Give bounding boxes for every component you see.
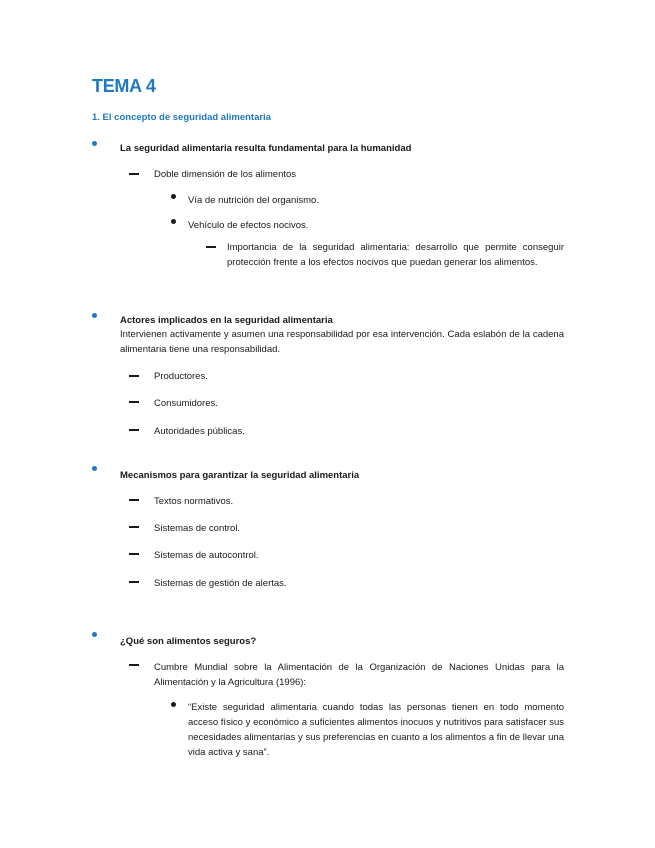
dash-icon	[129, 375, 139, 377]
list-item: Sistemas de gestión de alertas.	[154, 578, 287, 589]
s4-dash-item: Cumbre Mundial sobre la Alimentación de la Organización de Naciones Unidas para la Alimentación y la Agricultura (1996):	[154, 662, 564, 688]
dash-icon	[206, 246, 216, 248]
s1-sub-item: Vehículo de efectos nocivos.	[188, 220, 309, 231]
dot-icon	[171, 219, 176, 224]
dash-icon	[129, 553, 139, 555]
dash-icon	[129, 526, 139, 528]
list-item: Sistemas de autocontrol.	[154, 550, 259, 561]
dash-icon	[129, 664, 139, 666]
list-item: Productores.	[154, 371, 208, 382]
s1-sub-item: Vía de nutrición del organismo.	[188, 195, 319, 206]
section-4-heading: ¿Qué son alimentos seguros?	[120, 636, 257, 647]
s1-dash-item: Doble dimensión de los alimentos	[154, 169, 297, 180]
section-subtitle: 1. El concepto de seguridad alimentaria	[92, 112, 271, 123]
list-item: Sistemas de control.	[154, 523, 241, 534]
bullet-icon	[92, 466, 97, 471]
dash-icon	[129, 499, 139, 501]
dot-icon	[171, 194, 176, 199]
section-2-body: Intervienen activamente y asumen una responsabilidad por esa intervención. Cada eslabón de la cadena alimentaria tiene una responsabilidad.	[120, 329, 564, 355]
dot-icon	[171, 702, 176, 707]
section-1-heading: La seguridad alimentaria resulta fundamental para la humanidad	[120, 143, 412, 154]
dash-icon	[129, 173, 139, 175]
section-2-heading: Actores implicados en la seguridad alimentaria	[120, 315, 333, 326]
list-item: Autoridades públicas.	[154, 426, 245, 437]
dash-icon	[129, 401, 139, 403]
list-item: Consumidores.	[154, 398, 218, 409]
page-title: TEMA 4	[92, 76, 156, 96]
list-item: Textos normativos.	[154, 496, 234, 507]
s1-importance-text: Importancia de la seguridad alimentaria: desarrollo que permite conseguir protección frente a los efectos nocivos que puedan generar los alimentos.	[227, 242, 564, 268]
s4-quote: “Existe seguridad alimentaria cuando todas las personas tienen en todo momento acceso físico y económico a suficientes alimentos inocuos y nutritivos para satisfacer sus necesidades alimentarias y sus preferencias en cuanto a los alimentos a fin de llevar una vida activa y sana”.	[188, 702, 564, 758]
bullet-icon	[92, 141, 97, 146]
dash-icon	[129, 581, 139, 583]
dash-icon	[129, 429, 139, 431]
bullet-icon	[92, 313, 97, 318]
bullet-icon	[92, 632, 97, 637]
section-3-heading: Mecanismos para garantizar la seguridad alimentaria	[120, 470, 360, 481]
